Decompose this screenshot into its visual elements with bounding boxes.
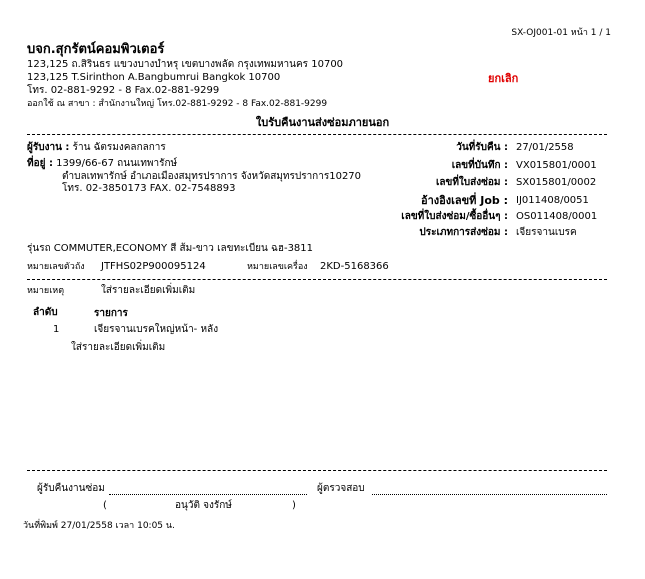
checker-label: ผู้ตรวจสอบ xyxy=(317,483,365,494)
company-address-en: 123,125 T.Sirinthon A.Bangbumrui Bangkok 10700 xyxy=(27,72,281,83)
return-signer-label: ผู้รับคืนงานซ่อม xyxy=(37,483,105,494)
chassis-label: หมายเลขตัวถัง xyxy=(27,262,85,272)
page-ref: SX-OJ001-01 หน้า 1 / 1 xyxy=(511,28,611,38)
receiver-row xyxy=(27,143,166,153)
receiver-label: ผู้รับงาน : xyxy=(27,142,70,153)
company-phone: โทร. 02-881-9292 - 8 Fax.02-881-9299 xyxy=(27,85,220,96)
field-label: ประเภทการส่งซ่อม : xyxy=(419,227,508,238)
checker-signature-line xyxy=(372,494,607,495)
chassis-value: JTFHS02P900095124 xyxy=(101,261,206,272)
vehicle-model: รุ่นรถ COMMUTER,ECONOMY สี ส้ม-ขาว เลขทะเบียน ฉฮ-3811 xyxy=(27,243,314,254)
remark-value: ใส่รายละเอียดเพิ่มเติม xyxy=(101,285,196,296)
engine-value: 2KD-5168366 xyxy=(320,261,389,272)
items-header-desc: รายการ xyxy=(94,308,128,319)
field-value: เจียรจานเบรค xyxy=(516,227,577,238)
return-signer-name: อนุวัติ จงรักษ์ xyxy=(175,500,232,511)
branch-info: ออกใช้ ณ สาขา : สำนักงานใหญ่ โทร.02-881-9292 - 8 Fax.02-881-9299 xyxy=(27,99,328,109)
company-address-th: 123,125 ถ.สิรินธร แขวงบางบำหรุ เขตบางพลัด กรุงเทพมหานคร 10700 xyxy=(27,59,344,70)
field-label: เลขที่ใบส่งซ่อม/ซื้ออื่นๆ : xyxy=(401,211,508,222)
field-value: SX015801/0002 xyxy=(516,177,597,188)
items-header-no: ลำดับ xyxy=(33,307,58,318)
cancel-label: ยกเลิก xyxy=(488,72,519,85)
field-label: อ้างอิงเลขที่ Job : xyxy=(421,194,508,207)
divider-bottom xyxy=(27,470,607,471)
address-line-1: 1399/66-67 ถนนเทพารักษ์ xyxy=(56,158,178,169)
field-value: OS011408/0001 xyxy=(516,211,598,222)
return-signature-line xyxy=(109,494,307,495)
remark-label: หมายเหตุ xyxy=(27,286,65,296)
field-value: 27/01/2558 xyxy=(516,142,574,153)
address-line-2: ตำบลเทพารักษ์ อำเภอเมืองสมุทรปราการ จังหวัดสมุทรปราการ10270 xyxy=(62,171,362,182)
address-label: ที่อยู่ : xyxy=(27,158,53,169)
address-line-3: โทร. 02-3850173 FAX. 02-7548893 xyxy=(62,183,236,194)
field-label: วันที่รับคืน : xyxy=(456,142,508,153)
return-name-close: ) xyxy=(292,500,296,511)
item-note: ใส่รายละเอียดเพิ่มเติม xyxy=(71,342,166,353)
field-label: เลขที่ใบส่งซ่อม : xyxy=(435,177,508,188)
engine-label: หมายเลขเครื่อง xyxy=(247,262,308,272)
document-title: ใบรับคืนงานส่งซ่อมภายนอก xyxy=(255,116,390,129)
divider-middle xyxy=(27,279,607,280)
company-name: บจก.สุกรัตน์คอมพิวเตอร์ xyxy=(27,42,165,57)
receiver-value: ร้าน ฉัตรมงคลกลการ xyxy=(72,142,166,153)
divider-top xyxy=(27,134,607,135)
item-no: 1 xyxy=(53,324,60,335)
field-value: IJ011408/0051 xyxy=(516,195,589,206)
address-row xyxy=(27,159,177,169)
print-timestamp: วันที่พิมพ์ 27/01/2558 เวลา 10:05 น. xyxy=(23,521,175,531)
field-label: เลขที่บันทึก : xyxy=(451,160,508,171)
return-name-open: ( xyxy=(103,500,107,511)
field-value: VX015801/0001 xyxy=(516,160,597,171)
item-desc: เจียรจานเบรคใหญ่หน้า- หลัง xyxy=(94,324,219,335)
